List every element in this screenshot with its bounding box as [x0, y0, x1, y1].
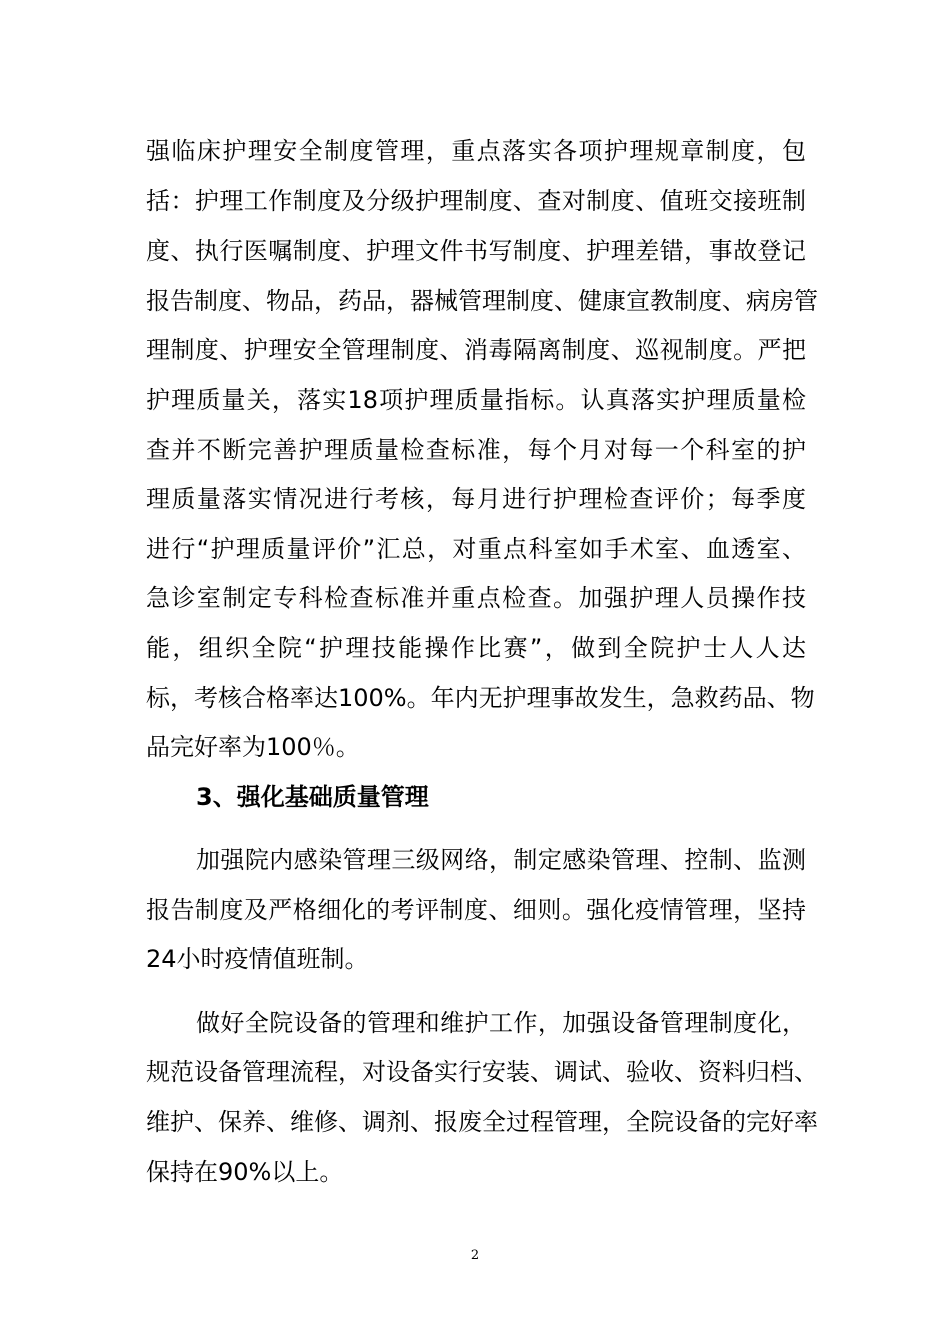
text-line: 查并不断完善护理质量检查标准，每个月对每一个科室的护 — [146, 436, 806, 464]
text-line: 加强院内感染管理三级网络，制定感染管理、控制、监测 — [196, 846, 806, 874]
text-line: 进行“护理质量评价”汇总，对重点科室如手术室、血透室、 — [146, 535, 806, 563]
text-line: 报告制度、物品，药品，器械管理制度、健康宣教制度、病房管 — [146, 287, 818, 315]
text-line: 维护、保养、维修、调剂、报废全过程管理，全院设备的完好率 — [146, 1108, 818, 1136]
text-line: 标，考核合格率达100%。年内无护理事故发生，急救药品、物 — [146, 684, 815, 712]
text-line: 理质量落实情况进行考核，每月进行护理检查评价；每季度 — [146, 485, 806, 513]
text-line: 报告制度及严格细化的考评制度、细则。强化疫情管理，坚持 — [146, 896, 806, 924]
page-number: 2 — [470, 1248, 480, 1263]
text-line: 能，组织全院“护理技能操作比赛”，做到全院护士人人达 — [146, 634, 806, 662]
text-line: 保持在90%以上。 — [146, 1158, 344, 1186]
text-line: 护理质量关，落实18项护理质量指标。认真落实护理质量检 — [146, 386, 806, 414]
text-line: 品完好率为100％。 — [146, 733, 360, 761]
text-line: 度、执行医嘱制度、护理文件书写制度、护理差错，事故登记 — [146, 237, 806, 265]
text-line: 理制度、护理安全管理制度、消毒隔离制度、巡视制度。严把 — [146, 336, 806, 364]
text-line: 急诊室制定专科检查标准并重点检查。加强护理人员操作技 — [146, 584, 806, 612]
text-line: 强临床护理安全制度管理，重点落实各项护理规章制度，包 — [146, 137, 806, 165]
text-line: 括：护理工作制度及分级护理制度、查对制度、值班交接班制 — [146, 187, 806, 215]
text-line: 做好全院设备的管理和维护工作，加强设备管理制度化， — [196, 1009, 806, 1037]
section-heading: 3、强化基础质量管理 — [196, 783, 429, 811]
text-line: 24小时疫情值班制。 — [146, 945, 369, 973]
text-line: 规范设备管理流程，对设备实行安装、调试、验收、资料归档、 — [146, 1058, 818, 1086]
